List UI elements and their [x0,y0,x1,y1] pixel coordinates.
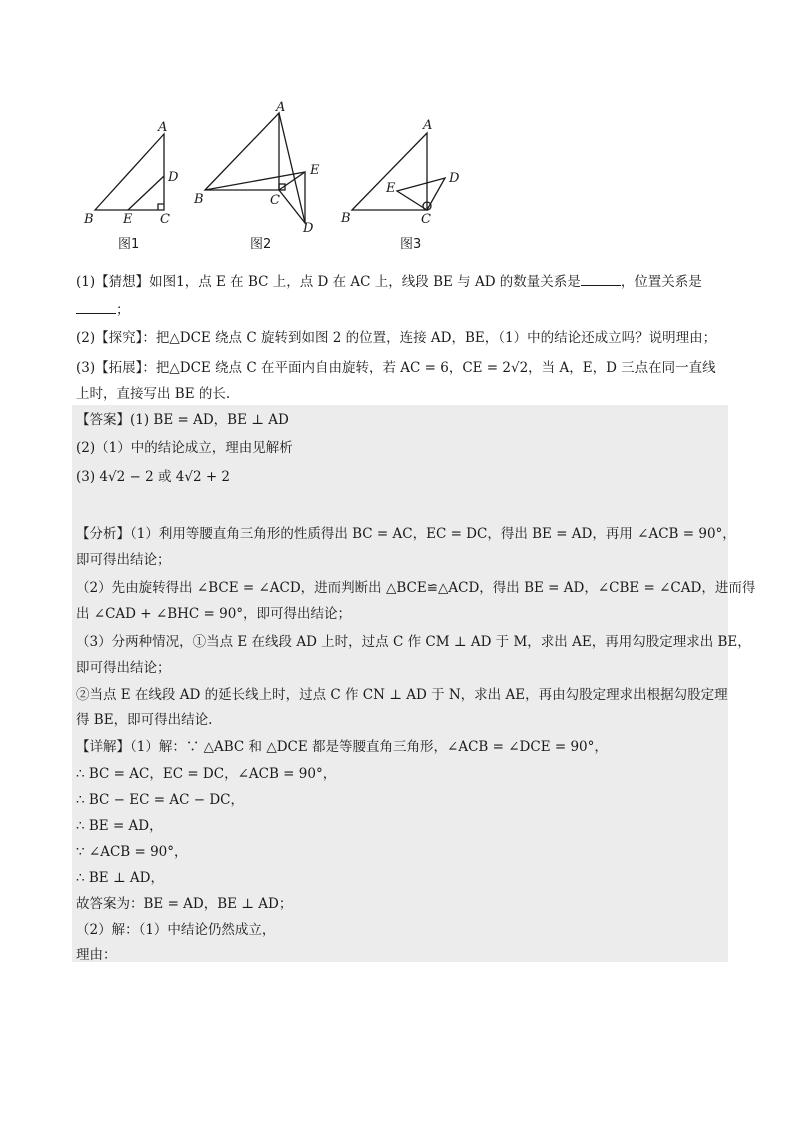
detail-line-9: 理由： [76,947,117,963]
fig1-triangle-abc [95,134,164,210]
figure-2-diagram [205,113,305,223]
detail-line-8: （2）解：（1）中结论仍然成立， [76,922,276,938]
fig2-label-c: C [270,193,280,208]
answer-line-3: (3) 4√2 − 2 或 4√2 + 2 [76,469,231,485]
analysis-line-7: ②当点 E 在线段 AD 的延长线上时，过点 C 作 CN ⊥ AD 于 N，求出 AE，再由勾股定理求出根据勾股定理 [76,687,728,703]
figure-3-caption: 图3 [400,237,422,252]
detail-line-2: ∴ BC = AC，EC = DC，∠ACB = 90°， [76,766,337,782]
analysis-line-4: 出 ∠CAD + ∠BHC = 90°，即可得出结论； [76,606,352,622]
fig3-label-c: C [421,212,431,227]
fig1-right-angle-mark [158,204,164,210]
question-part-3: (3)【拓展】：把△DCE 绕点 C 在平面内自由旋转，若 AC = 6，CE = 2√2，当 A，E，D 三点在同一直线 [76,360,716,376]
analysis-line-8: 得 BE，即可得出结论. [76,712,213,728]
analysis-line-6: 即可得出结论； [76,660,171,676]
fig3-label-e: E [386,181,396,196]
fig1-label-d: D [168,170,179,185]
question-1-text-b: ，位置关系是 [620,274,702,290]
question-1-text: (1)【猜想】如图1，点 E 在 BC 上，点 D 在 AC 上，线段 BE 与 AD 的数量关系是 [76,274,581,290]
fig3-label-b: B [341,211,351,226]
fig2-label-e: E [310,163,320,178]
fig3-label-d: D [449,171,460,186]
analysis-line-3: （2）先由旋转得出 ∠BCE = ∠ACD，进而判断出 △BCE≌△ACD，得出 BE = AD，∠CBE = ∠CAD，进而得 [76,580,756,596]
answer-line-1: 【答案】(1) BE = AD，BE ⊥ AD [76,412,289,428]
answer-line-2: (2)（1）中的结论成立，理由见解析 [76,440,293,456]
fig3-triangle-dce [397,178,445,210]
analysis-line-5: （3）分两种情况，①当点 E 在线段 AD 上时，过点 C 作 CM ⊥ AD 于 M，求出 AE，再用勾股定理求出 BE， [76,634,751,650]
fig1-label-c: C [160,212,170,227]
question-part-1 [76,270,702,290]
question-part-2: (2)【探究】：把△DCE 绕点 C 旋转到如图 2 的位置，连接 AD，BE，（1）中的结论还成立吗？说明理由； [76,330,717,346]
fig3-triangle-abc [352,133,427,210]
detail-line-5: ∵ ∠ACB = 90°， [76,844,188,860]
figure-3-diagram [352,133,445,210]
fig2-label-d: D [303,221,314,236]
detail-line-7: 故答案为：BE = AD，BE ⊥ AD； [76,896,293,912]
figure-1-caption: 图1 [118,237,140,252]
fig1-label-b: B [84,212,94,227]
figure-1-diagram [95,134,164,210]
fig2-triangle-dce [279,172,305,223]
question-part-3-cont: 上时，直接写出 BE 的长. [76,386,231,402]
fig1-label-e: E [123,212,133,227]
figures-area [0,0,800,260]
detail-line-4: ∴ BE = AD， [76,818,163,834]
detail-line-6: ∴ BE ⊥ AD， [76,870,165,886]
analysis-line-1: 【分析】（1）利用等腰直角三角形的性质得出 BC = AC，EC = DC，得出 BE = AD，再用 ∠ACB = 90°， [76,526,736,542]
answer-blank-position [76,301,116,314]
fig2-label-a: A [276,100,286,115]
detail-line-3: ∴ BC − EC = AC − DC， [76,792,244,808]
geometry-figures [0,0,800,260]
figure-2-caption: 图2 [250,237,272,252]
answer-blank-quantity [581,273,621,286]
question-1-text-c: ； [116,302,130,318]
fig1-label-a: A [158,120,168,135]
detail-line-1: 【详解】（1）解：∵ △ABC 和 △DCE 都是等腰直角三角形，∠ACB = ∠DCE = 90°， [76,739,608,755]
fig2-label-b: B [194,192,204,207]
fig3-label-a: A [423,118,433,133]
analysis-line-2: 即可得出结论； [76,552,171,568]
question-part-1-cont [76,298,130,318]
